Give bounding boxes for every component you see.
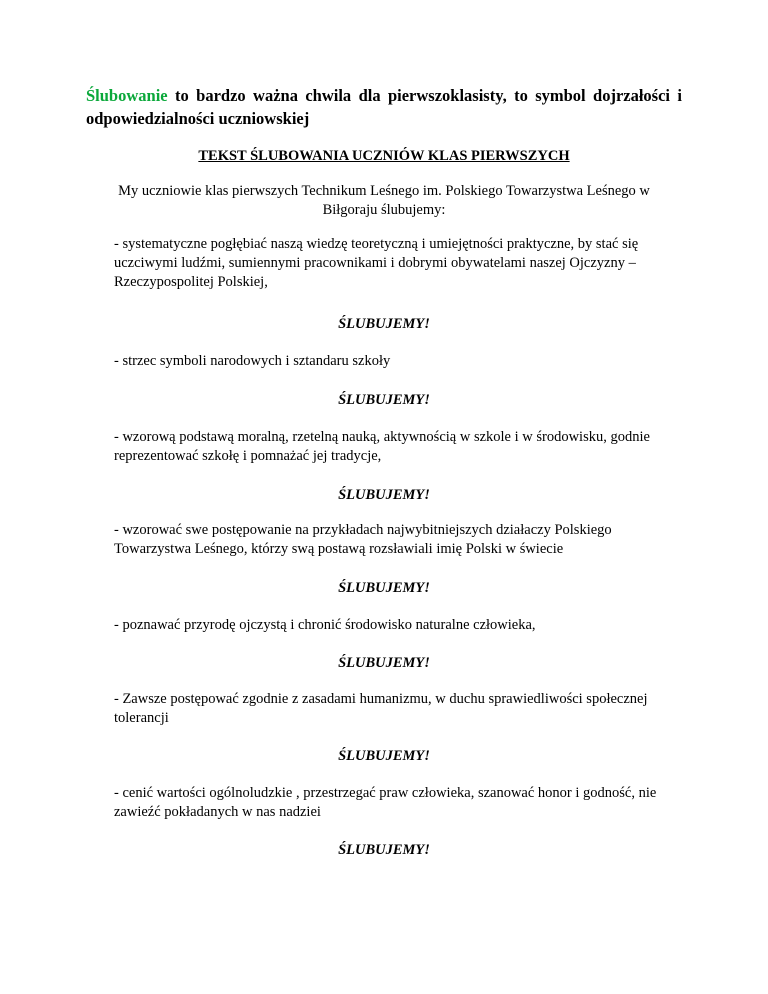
vow-3: ŚLUBUJEMY! <box>338 487 430 503</box>
vow-7: ŚLUBUJEMY! <box>338 842 430 858</box>
vow-1: ŚLUBUJEMY! <box>338 316 430 332</box>
oath-item-6: - Zawsze postępować zgodnie z zasadami humanizmu, w duchu sprawiedliwości społecznej tolerancji <box>114 691 648 727</box>
oath-item-7: - cenić wartości ogólnoludzkie , przestrzegać praw człowieka, szanować honor i godność, nie zawieźć pokładanych w nas nadziei <box>114 785 657 821</box>
oath-item-2: - strzec symboli narodowych i sztandaru szkoły <box>114 353 391 369</box>
intro-paragraph <box>86 84 682 130</box>
oath-item-4: - wzorować swe postępowanie na przykładach najwybitniejszych działaczy Polskiego Towarzystwa Leśnego, którzy swą postawą rozsławiali imię Polski w świecie <box>114 522 612 558</box>
oath-heading: TEKST ŚLUBOWANIA UCZNIÓW KLAS PIERWSZYCH <box>198 148 570 164</box>
oath-lead: My uczniowie klas pierwszych Technikum Leśnego im. Polskiego Towarzystwa Leśnego w Biłgoraju ślubujemy: <box>118 183 650 218</box>
intro-highlight: Ślubowanie <box>86 86 168 105</box>
vow-6: ŚLUBUJEMY! <box>338 748 430 764</box>
vow-4: ŚLUBUJEMY! <box>338 580 430 596</box>
oath-item-1: - systematyczne pogłębiać naszą wiedzę teoretyczną i umiejętności praktyczne, by stać się uczciwymi ludźmi, sumiennymi pracownikami i dobrymi obywatelami naszej Ojczyzny – Rzeczypospolitej Polskiej, <box>114 236 639 291</box>
vow-2: ŚLUBUJEMY! <box>338 392 430 408</box>
intro-text: to bardzo ważna chwila dla pierwszoklasisty, to symbol dojrzałości i odpowiedzialności uczniowskiej <box>86 86 682 128</box>
oath-item-5: - poznawać przyrodę ojczystą i chronić środowisko naturalne człowieka, <box>114 617 536 633</box>
oath-item-3: - wzorową podstawą moralną, rzetelną nauką, aktywnością w szkole i w środowisku, godnie reprezentować szkołę i pomnażać jej tradycje, <box>114 429 650 465</box>
vow-5: ŚLUBUJEMY! <box>338 655 430 671</box>
